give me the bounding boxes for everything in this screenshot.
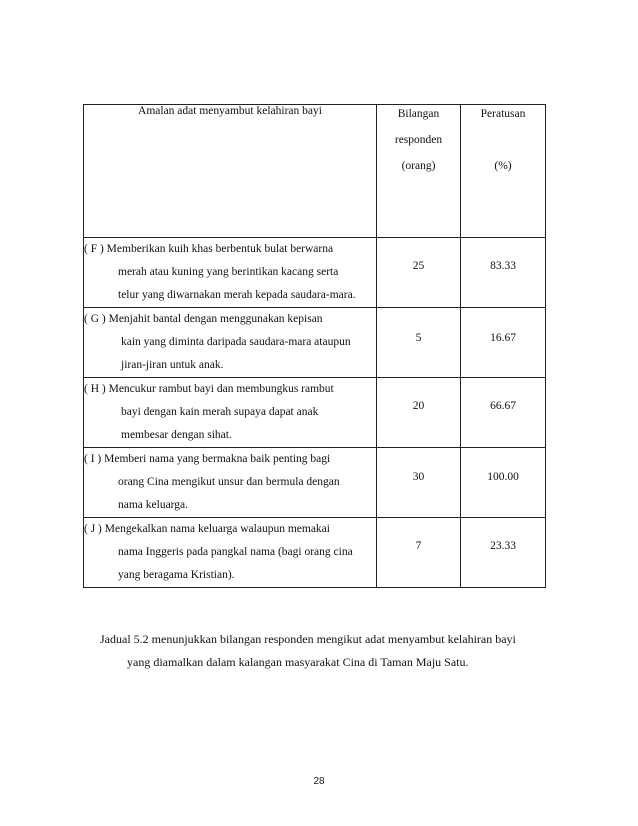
- practice-cell: [84, 448, 377, 518]
- practice-cell: [84, 518, 377, 588]
- practice-line: ( J ) Mengekalkan nama keluarga walaupun memakai: [84, 523, 330, 535]
- header-percent-line: (%): [494, 160, 512, 172]
- practice-cell: [84, 238, 377, 308]
- count-cell: 7: [377, 518, 461, 588]
- percent-cell: 100.00: [461, 448, 546, 518]
- header-percent: [461, 105, 546, 238]
- caption-line: yang diamalkan dalam kalangan masyarakat Cina di Taman Maju Satu.: [127, 655, 469, 669]
- table-row: [84, 518, 546, 588]
- practice-line: ( G ) Menjahit bantal dengan menggunakan kepisan: [84, 313, 323, 325]
- practice-line: nama Inggeris pada pangkal nama (bagi orang cina: [118, 546, 353, 558]
- practice-line: bayi dengan kain merah supaya dapat anak: [121, 406, 319, 418]
- practice-line: nama keluarga.: [118, 499, 189, 511]
- practice-cell: [84, 308, 377, 378]
- percent-cell: 16.67: [461, 308, 546, 378]
- table-header-row: [84, 105, 546, 238]
- table-caption: [100, 628, 550, 674]
- practice-line: kain yang diminta daripada saudara-mara ataupun: [121, 336, 351, 348]
- page-number: 28: [313, 776, 325, 787]
- table-row: [84, 448, 546, 518]
- header-practice: Amalan adat menyambut kelahiran bayi: [84, 105, 377, 238]
- practice-line: yang beragama Kristian).: [118, 569, 235, 581]
- count-cell: 5: [377, 308, 461, 378]
- count-cell: 30: [377, 448, 461, 518]
- table-row: [84, 238, 546, 308]
- practice-line: membesar dengan sihat.: [121, 429, 232, 441]
- header-count-line: Bilangan: [397, 108, 440, 120]
- count-cell: 25: [377, 238, 461, 308]
- survey-table: [83, 104, 546, 588]
- practice-line: orang Cina mengikut unsur dan bermula dengan: [118, 476, 340, 488]
- practice-line: telur yang diwarnakan merah kepada saudara-mara.: [118, 289, 356, 301]
- caption-line: Jadual 5.2 menunjukkan bilangan responden mengikut adat menyambut kelahiran bayi: [100, 632, 516, 646]
- practice-line: ( H ) Mencukur rambut bayi dan membungkus rambut: [84, 383, 334, 395]
- header-percent-line: Peratusan: [480, 108, 526, 120]
- practice-cell: [84, 378, 377, 448]
- practice-line: ( I ) Memberi nama yang bermakna baik penting bagi: [84, 453, 331, 465]
- table-row: [84, 308, 546, 378]
- header-count-line: responden: [394, 134, 443, 146]
- practice-line: ( F ) Memberikan kuih khas berbentuk bulat berwarna: [84, 243, 334, 255]
- practice-line: jiran-jiran untuk anak.: [121, 359, 224, 371]
- count-cell: 20: [377, 378, 461, 448]
- practice-line: merah atau kuning yang berintikan kacang serta: [118, 266, 339, 278]
- percent-cell: 66.67: [461, 378, 546, 448]
- percent-cell: 83.33: [461, 238, 546, 308]
- header-count-line: (orang): [401, 160, 436, 172]
- percent-cell: 23.33: [461, 518, 546, 588]
- header-count: [377, 105, 461, 238]
- table-row: [84, 378, 546, 448]
